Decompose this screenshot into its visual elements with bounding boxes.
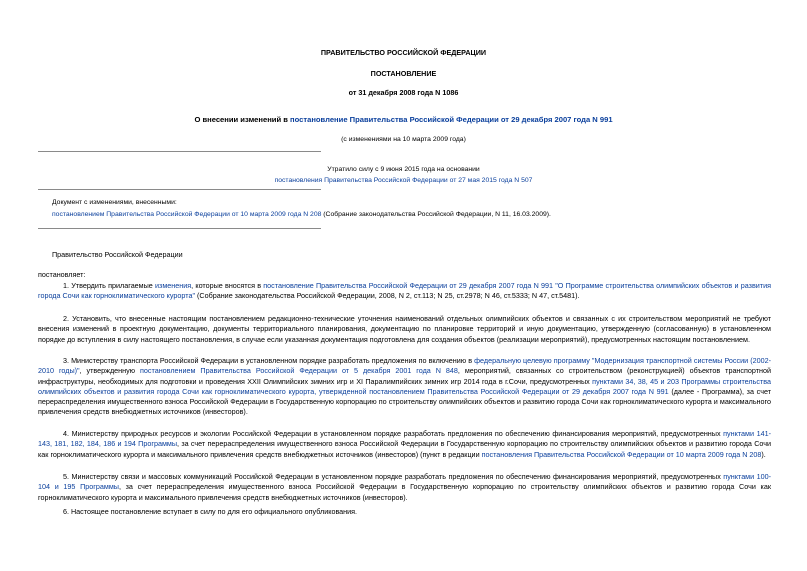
p4-text: ). [761, 449, 766, 459]
divider [38, 189, 321, 190]
p3-text: , мероприятий, связанных со строительством (реконструкцией) объектов транспортной инфраструктуры, необходимых для подготовки и проведения XXII Олимпийских зимних игр и XI Паралимпийских зимних игр 2014 года в г.Сочи, предусмотренных [38, 366, 772, 386]
government-heading: ПРАВИТЕЛЬСТВО РОССИЙСКОЙ ФЕДЕРАЦИИ [320, 48, 487, 57]
changes-source [52, 210, 772, 220]
expired-note: Утратило силу с 9 июня 2015 года на основании [327, 166, 480, 173]
amended-note: (с изменениями на 10 марта 2009 года) [341, 136, 466, 143]
p4-link-decree[interactable]: постановления Правительства Российской Федерации от 10 марта 2009 года N 208 [481, 449, 762, 459]
changes-link[interactable]: постановлением Правительства Российской Федерации от 10 марта 2009 года N 208 [52, 211, 322, 218]
p3-text: 3. Министерству транспорта Российской Федерации в установленном порядке разработать предложения по включению в [63, 356, 475, 365]
p4-text: 4. Министерству природных ресурсов и экологии Российской Федерации в установленном порядке разработать предложения по обеспечению финансирования мероприятий, предусмотренных [63, 429, 724, 438]
p5-link-items[interactable]: пунктами 100-104 и 195 Программы [38, 472, 771, 492]
p1-text: (Собрание законодательства Российской Федерации, 2008, N 2, ст.113; N 25, ст.2978; N 46, ст.5333; N 47, ст.5481). [195, 291, 580, 301]
paragraph-3 [38, 356, 771, 418]
changes-label: Документ с изменениями, внесенными: [52, 199, 177, 206]
document-date-number: от 31 декабря 2008 года N 1086 [348, 88, 459, 97]
p3-link-program[interactable]: федеральную целевую программу "Модернизация транспортной системы России (2002-2010 годы)" [38, 356, 771, 376]
paragraph-4 [38, 429, 771, 460]
changes-source-rest: (Собрание законодательства Российской Федерации, N 11, 16.03.2009). [321, 211, 551, 218]
divider [38, 151, 321, 152]
document-title [0, 115, 807, 125]
title-prefix: О внесении изменений в [194, 115, 291, 124]
document-type: ПОСТАНОВЛЕНИЕ [370, 69, 437, 78]
p5-text: 5. Министерству связи и массовых коммуникаций Российской Федерации в установленном порядке разработать предложения по обеспечению финансирования мероприятий, предусмотренных [63, 472, 724, 481]
expired-basis-link[interactable]: постановления Правительства Российской Федерации от 27 мая 2015 года N 507 [274, 177, 533, 184]
p1-text: 1. Утвердить прилагаемые [63, 281, 156, 290]
paragraph-5 [38, 472, 771, 503]
decrees-word: постановляет: [38, 270, 86, 279]
title-link[interactable]: постановление Правительства Российской Федерации от 29 декабря 2007 года N 991 [290, 115, 613, 124]
p1-text: , которые вносятся в [191, 281, 264, 290]
issuer: Правительство Российской Федерации [52, 250, 183, 259]
p4-text: , за счет перераспределения имущественного взноса Российской Федерации в Государственную корпорацию по строительству олимпийских объектов и развитию города Сочи как горноклиматического курорта и максимального привлечения средств внебюджетных источников (инвесторов) (пункт в редакции [38, 439, 772, 459]
p3-link-items[interactable]: пунктами 34, 38, 45 и 203 Программы строительства олимпийских объектов и развития города Сочи как горноклиматического курорта, утвержденной постановлением Правительства Российской Федерации от 29 декабря 2007 года N 991 [38, 376, 771, 396]
p3-link-decree[interactable]: постановлением Правительства Российской Федерации от 5 декабря 2001 года N 848 [140, 366, 458, 376]
divider [38, 228, 321, 229]
p1-link-decree[interactable]: постановление Правительства Российской Федерации от 29 декабря 2007 года N 991 "О Программе строительства олимпийских объектов и развития города Сочи как горноклиматического курорта" [38, 281, 771, 301]
p1-link-changes[interactable]: изменения [155, 281, 192, 290]
p5-text: , за счет перераспределения имущественного взноса Российской Федерации в Государственную корпорацию по строительству олимпийских объектов и развитию города Сочи как горноклиматического курорта и максимального привлечения средств внебюджетных источников (инвесторов). [38, 482, 771, 502]
paragraph-2: 2. Установить, что внесенные настоящим постановлением редакционно-технические уточнения наименований отдельных олимпийских объектов и связанных с их строительством мероприятий не требуют внесения изменений в проектную документацию, документы территориального планирования, документацию по планировке территорий и иную документацию, утвержденную (согласованную) в установленном порядке до вступления в силу настоящего постановления, в случае если указанная документация подготовлена для создания объектов (реализации мероприятий), предусмотренных настоящим постановлением. [38, 314, 771, 344]
paragraph-6: 6. Настоящее постановление вступает в силу по для его официального опубликования. [63, 507, 358, 516]
paragraph-1 [38, 281, 771, 302]
p4-link-items[interactable]: пунктами 141-143, 181, 182, 184, 186 и 194 Программы [38, 429, 771, 449]
p3-text: , утвержденную [79, 366, 141, 376]
p3-text: (далее - Программа), за счет перераспределения имущественного взноса Российской Федерации в Государственную корпорацию по строительству олимпийских объектов и развитию города Сочи как горноклиматического курорта и максимального привлечения средств внебюджетных источников (инвесторов). [38, 386, 771, 417]
